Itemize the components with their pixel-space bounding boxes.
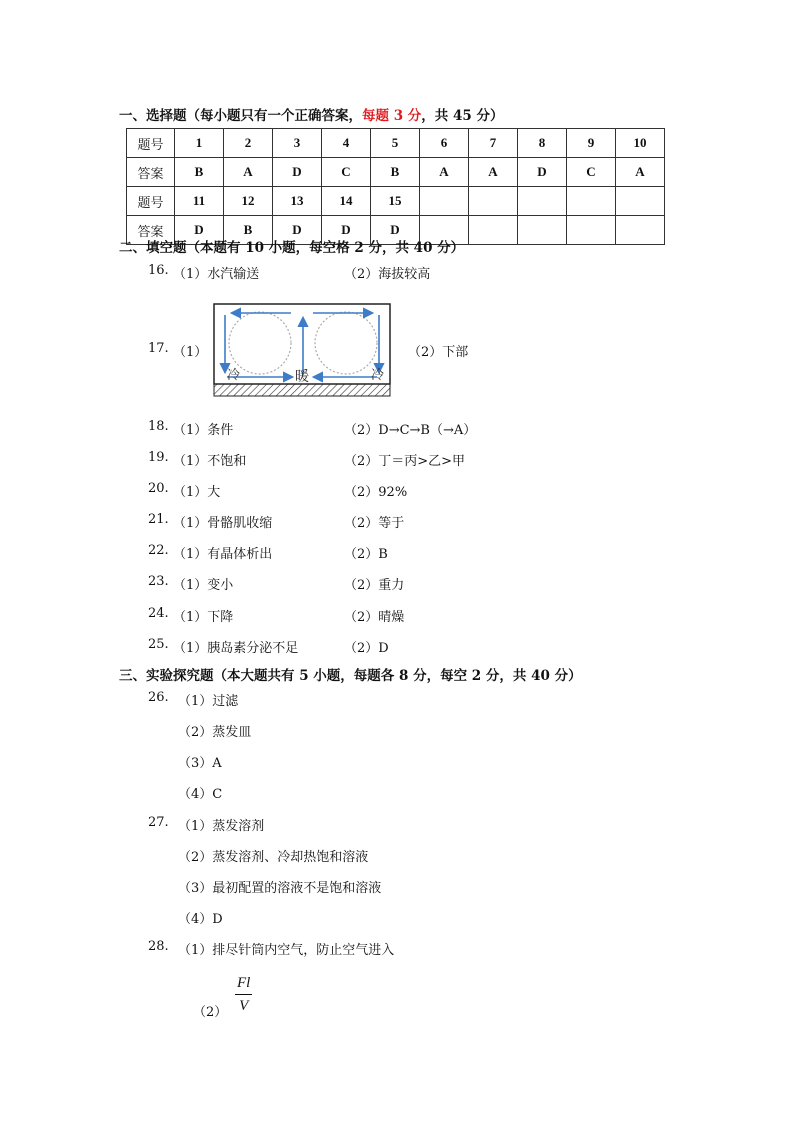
answer-25-num: 25. xyxy=(148,637,169,652)
answer-27-item: （1）蒸发溶剂 xyxy=(178,819,265,834)
section2-title: 二、填空题（本题有 10 小题，每空格 2 分，共 40 分） xyxy=(119,240,465,256)
answer-21-part2: （2）等于 xyxy=(344,516,405,531)
table-row xyxy=(127,187,665,216)
answer-17-num: 17. xyxy=(148,341,169,356)
answer-21-part1: （1）骨骼肌收缩 xyxy=(173,516,273,531)
answer-cell: B xyxy=(371,158,420,187)
answer-cell: A xyxy=(420,158,469,187)
answer-18-part2: （2）D→C→B（→A） xyxy=(344,423,477,438)
answer-table xyxy=(126,128,665,245)
answer-cell: A xyxy=(224,158,273,187)
question-number: 9 xyxy=(567,129,616,158)
answer-cell: D xyxy=(322,216,371,245)
answer-27-item: （2）蒸发溶剂、冷却热饱和溶液 xyxy=(178,850,369,865)
convection-diagram-svg xyxy=(213,303,391,398)
answer-cell: D xyxy=(273,158,322,187)
answer-cell: D xyxy=(175,216,224,245)
question-number: 10 xyxy=(616,129,665,158)
answer-27-item: （3）最初配置的溶液不是饱和溶液 xyxy=(178,881,382,896)
answer-28-fraction xyxy=(235,975,252,1015)
answer-23-part2: （2）重力 xyxy=(344,578,405,593)
answer-28-item: （2） xyxy=(193,1005,228,1020)
question-number: 4 xyxy=(322,129,371,158)
answer-18-num: 18. xyxy=(148,419,169,434)
empty-cell xyxy=(469,187,518,216)
answer-26-item: （3）A xyxy=(178,756,222,771)
table-row xyxy=(127,158,665,187)
answer-22-part2: （2）B xyxy=(344,547,388,562)
question-number: 5 xyxy=(371,129,420,158)
answer-18-part1: （1）条件 xyxy=(173,423,234,438)
answer-16-part2: （2）海拔较高 xyxy=(344,267,431,282)
answer-20-part2: （2）92% xyxy=(344,485,408,500)
answer-21-num: 21. xyxy=(148,512,169,527)
section1-title xyxy=(119,104,503,124)
question-number: 14 xyxy=(322,187,371,216)
answer-28-num: 28. xyxy=(148,939,169,954)
empty-cell xyxy=(616,187,665,216)
answer-26-item: （1）过滤 xyxy=(178,694,239,709)
answer-24-part2: （2）晴燥 xyxy=(344,610,405,625)
question-number: 8 xyxy=(518,129,567,158)
question-number: 12 xyxy=(224,187,273,216)
row-label: 题号 xyxy=(127,187,175,216)
empty-cell xyxy=(518,216,567,245)
row-label: 答案 xyxy=(127,158,175,187)
answer-cell: C xyxy=(567,158,616,187)
row-label: 题号 xyxy=(127,129,175,158)
empty-cell xyxy=(518,187,567,216)
answer-19-part1: （1）不饱和 xyxy=(173,454,247,469)
question-number: 3 xyxy=(273,129,322,158)
table-row xyxy=(127,129,665,158)
answer-25-part1: （1）胰岛素分泌不足 xyxy=(173,641,299,656)
diagram-label-cold-right: 冷 xyxy=(371,368,385,383)
answer-20-part1: （1）大 xyxy=(173,485,221,500)
question-number: 2 xyxy=(224,129,273,158)
section1-title-text: 一、选择题（每小题只有一个正确答案， xyxy=(119,108,362,124)
answer-cell: B xyxy=(224,216,273,245)
answer-26-item: （4）C xyxy=(178,787,223,802)
answer-cell: D xyxy=(273,216,322,245)
answer-cell: D xyxy=(371,216,420,245)
answer-24-num: 24. xyxy=(148,606,169,621)
empty-cell xyxy=(420,187,469,216)
answer-cell: D xyxy=(518,158,567,187)
answer-26-num: 26. xyxy=(148,690,169,705)
answer-23-part1: （1）变小 xyxy=(173,578,234,593)
section3-title: 三、实验探究题（本大题共有 5 小题，每题各 8 分，每空 2 分，共 40 分） xyxy=(119,668,582,684)
diagram-label-cold-left: 冷 xyxy=(227,368,241,383)
question-number: 1 xyxy=(175,129,224,158)
answer-cell: A xyxy=(616,158,665,187)
answer-26-item: （2）蒸发皿 xyxy=(178,725,252,740)
question-number: 11 xyxy=(175,187,224,216)
answer-20-num: 20. xyxy=(148,481,169,496)
answer-22-num: 22. xyxy=(148,543,169,558)
answer-27-item: （4）D xyxy=(178,912,223,927)
fraction-numerator: Fl xyxy=(235,975,252,995)
empty-cell xyxy=(567,216,616,245)
convection-diagram xyxy=(213,303,391,398)
section1-title-tail: ，共 45 分） xyxy=(421,108,504,124)
fraction-denominator: V xyxy=(239,998,249,1014)
question-number: 13 xyxy=(273,187,322,216)
answer-23-num: 23. xyxy=(148,574,169,589)
answer-cell: B xyxy=(175,158,224,187)
answer-24-part1: （1）下降 xyxy=(173,610,234,625)
answer-17-part2: （2）下部 xyxy=(408,345,469,360)
empty-cell xyxy=(567,187,616,216)
answer-25-part2: （2）D xyxy=(344,641,389,656)
answer-28-item: （1）排尽针筒内空气，防止空气进入 xyxy=(178,943,395,958)
diagram-label-warm: 暖 xyxy=(295,369,309,385)
answer-16-num: 16. xyxy=(148,263,169,278)
answer-19-num: 19. xyxy=(148,450,169,465)
empty-cell xyxy=(616,216,665,245)
row-label: 答案 xyxy=(127,216,175,245)
answer-16-part1: （1）水汽输送 xyxy=(173,267,260,282)
answer-cell: A xyxy=(469,158,518,187)
question-number: 15 xyxy=(371,187,420,216)
section1-score-highlight: 每题 3 分 xyxy=(362,108,422,124)
answer-22-part1: （1）有晶体析出 xyxy=(173,547,273,562)
question-number: 6 xyxy=(420,129,469,158)
question-number: 7 xyxy=(469,129,518,158)
answer-19-part2: （2）丁＝丙>乙>甲 xyxy=(344,454,466,469)
empty-cell xyxy=(469,216,518,245)
answer-17-part1: （1） xyxy=(173,345,208,360)
answer-27-num: 27. xyxy=(148,815,169,830)
answer-cell: C xyxy=(322,158,371,187)
